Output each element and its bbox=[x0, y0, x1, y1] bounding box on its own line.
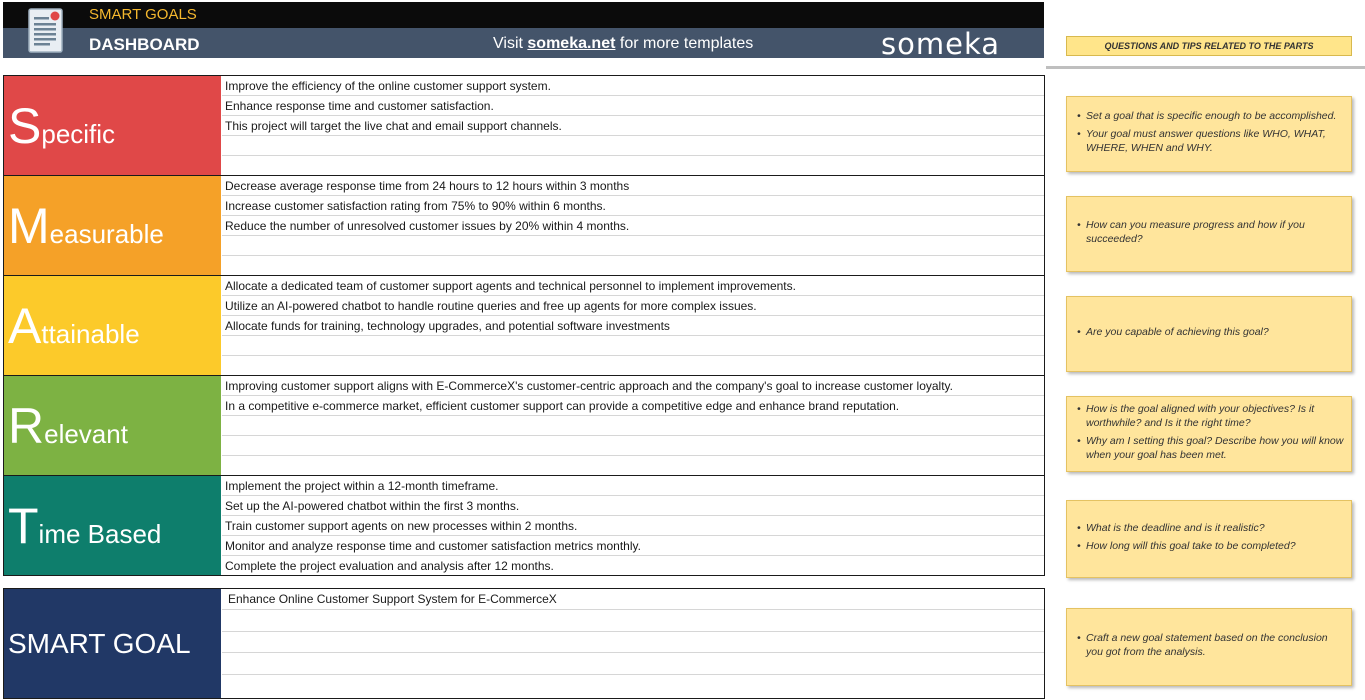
tip-item: • How long will this goal take to be completed? bbox=[1077, 540, 1345, 554]
input-row[interactable]: This project will target the live chat and email support channels. bbox=[222, 116, 1044, 136]
tip-box-specific bbox=[1066, 96, 1352, 172]
word-rest: ttainable bbox=[41, 319, 140, 349]
brand-logo[interactable]: someka bbox=[881, 27, 1000, 61]
input-row[interactable]: Monitor and analyze response time and customer satisfaction metrics monthly. bbox=[222, 536, 1044, 556]
word-rest: ime Based bbox=[38, 519, 162, 549]
label-specific bbox=[4, 76, 221, 175]
visit-promo bbox=[493, 35, 753, 53]
input-row[interactable] bbox=[222, 416, 1044, 436]
input-row[interactable]: Enhance response time and customer satisfaction. bbox=[222, 96, 1044, 116]
section-specific bbox=[3, 75, 1045, 176]
letter: M bbox=[8, 198, 50, 254]
input-row[interactable] bbox=[222, 653, 1044, 674]
someka-link[interactable]: someka.net bbox=[527, 35, 616, 52]
rows-smart-goal bbox=[222, 589, 1044, 698]
tip-item: • Craft a new goal statement based on the conclusion you got from the analysis. bbox=[1077, 632, 1345, 659]
rows-attainable bbox=[222, 276, 1044, 375]
tip-item: • How can you measure progress and how if you succeeded? bbox=[1077, 219, 1345, 246]
word-rest: pecific bbox=[41, 119, 116, 149]
input-row[interactable]: Improving customer support aligns with E-CommerceX's customer-centric approach and the company's goal to increase customer loyalty. bbox=[222, 376, 1044, 396]
smart-goal-label: SMART GOAL bbox=[8, 628, 191, 659]
tip-box-measurable bbox=[1066, 196, 1352, 272]
app-subtitle: SMART GOALS bbox=[89, 6, 197, 23]
input-row[interactable]: Improve the efficiency of the online customer support system. bbox=[222, 76, 1044, 96]
tip-item: • Are you capable of achieving this goal? bbox=[1077, 326, 1345, 340]
section-smart-goal bbox=[3, 588, 1045, 699]
document-icon bbox=[28, 8, 66, 54]
input-row[interactable]: Implement the project within a 12-month timeframe. bbox=[222, 476, 1044, 496]
input-row[interactable] bbox=[222, 136, 1044, 156]
input-row[interactable]: Enhance Online Customer Support System for E-CommerceX bbox=[222, 589, 1044, 610]
rows-measurable bbox=[222, 176, 1044, 275]
input-row[interactable]: Utilize an AI-powered chatbot to handle routine queries and free up agents for more complex issues. bbox=[222, 296, 1044, 316]
rows-time-based bbox=[222, 476, 1044, 575]
tip-item: • What is the deadline and is it realistic? bbox=[1077, 522, 1345, 536]
input-row[interactable] bbox=[222, 456, 1044, 476]
section-attainable bbox=[3, 275, 1045, 376]
label-attainable bbox=[4, 276, 221, 375]
input-row[interactable] bbox=[222, 336, 1044, 356]
input-row[interactable]: Allocate a dedicated team of customer support agents and technical personnel to implement improvements. bbox=[222, 276, 1044, 296]
page-title: DASHBOARD bbox=[89, 35, 200, 54]
label-relevant bbox=[4, 376, 221, 475]
input-row[interactable]: Set up the AI-powered chatbot within the first 3 months. bbox=[222, 496, 1044, 516]
word-rest: easurable bbox=[49, 219, 164, 249]
visit-suffix: for more templates bbox=[615, 35, 754, 52]
divider bbox=[1046, 66, 1365, 69]
input-row[interactable]: Decrease average response time from 24 hours to 12 hours within 3 months bbox=[222, 176, 1044, 196]
letter: R bbox=[8, 398, 45, 454]
rows-specific bbox=[222, 76, 1044, 175]
tip-box-attainable bbox=[1066, 296, 1352, 372]
input-row[interactable]: Complete the project evaluation and analysis after 12 months. bbox=[225, 559, 554, 573]
label-measurable bbox=[4, 176, 221, 275]
input-row[interactable] bbox=[222, 256, 1044, 276]
input-row[interactable] bbox=[222, 156, 1044, 176]
input-row[interactable] bbox=[222, 236, 1044, 256]
tip-box-relevant bbox=[1066, 396, 1352, 472]
tip-item: • How is the goal aligned with your objectives? Is it worthwhile? and Is it the right time? bbox=[1077, 403, 1345, 430]
input-row[interactable] bbox=[222, 436, 1044, 456]
input-row[interactable]: Allocate funds for training, technology upgrades, and potential software investments bbox=[222, 316, 1044, 336]
visit-prefix: Visit bbox=[493, 35, 528, 52]
tip-item: • Set a goal that is specific enough to be accomplished. bbox=[1077, 110, 1345, 124]
input-row[interactable] bbox=[222, 356, 1044, 376]
letter: T bbox=[8, 498, 39, 554]
tip-box-smart-goal bbox=[1066, 608, 1352, 686]
rows-relevant bbox=[222, 376, 1044, 475]
input-row[interactable] bbox=[222, 632, 1044, 653]
word-rest: elevant bbox=[44, 419, 128, 449]
label-time-based bbox=[4, 476, 221, 575]
input-row[interactable]: Reduce the number of unresolved customer issues by 20% within 4 months. bbox=[222, 216, 1044, 236]
tip-item: • Your goal must answer questions like WHO, WHAT, WHERE, WHEN and WHY. bbox=[1077, 128, 1345, 155]
input-row[interactable]: Increase customer satisfaction rating from 75% to 90% within 6 months. bbox=[222, 196, 1044, 216]
input-row[interactable] bbox=[222, 675, 1044, 696]
input-row[interactable] bbox=[222, 610, 1044, 631]
label-smart-goal bbox=[4, 589, 221, 698]
section-measurable bbox=[3, 175, 1045, 276]
tip-box-time-based bbox=[1066, 500, 1352, 578]
input-row[interactable]: Train customer support agents on new processes within 2 months. bbox=[222, 516, 1044, 536]
input-row[interactable]: In a competitive e-commerce market, efficient customer support can provide a competitive edge and enhance brand reputation. bbox=[222, 396, 1044, 416]
tip-item: • Why am I setting this goal? Describe how you will know when your goal has been met. bbox=[1077, 435, 1345, 462]
section-relevant bbox=[3, 375, 1045, 476]
tips-header: QUESTIONS AND TIPS RELATED TO THE PARTS bbox=[1066, 36, 1352, 56]
section-time-based bbox=[3, 475, 1045, 576]
letter: S bbox=[8, 98, 42, 154]
letter: A bbox=[8, 298, 42, 354]
